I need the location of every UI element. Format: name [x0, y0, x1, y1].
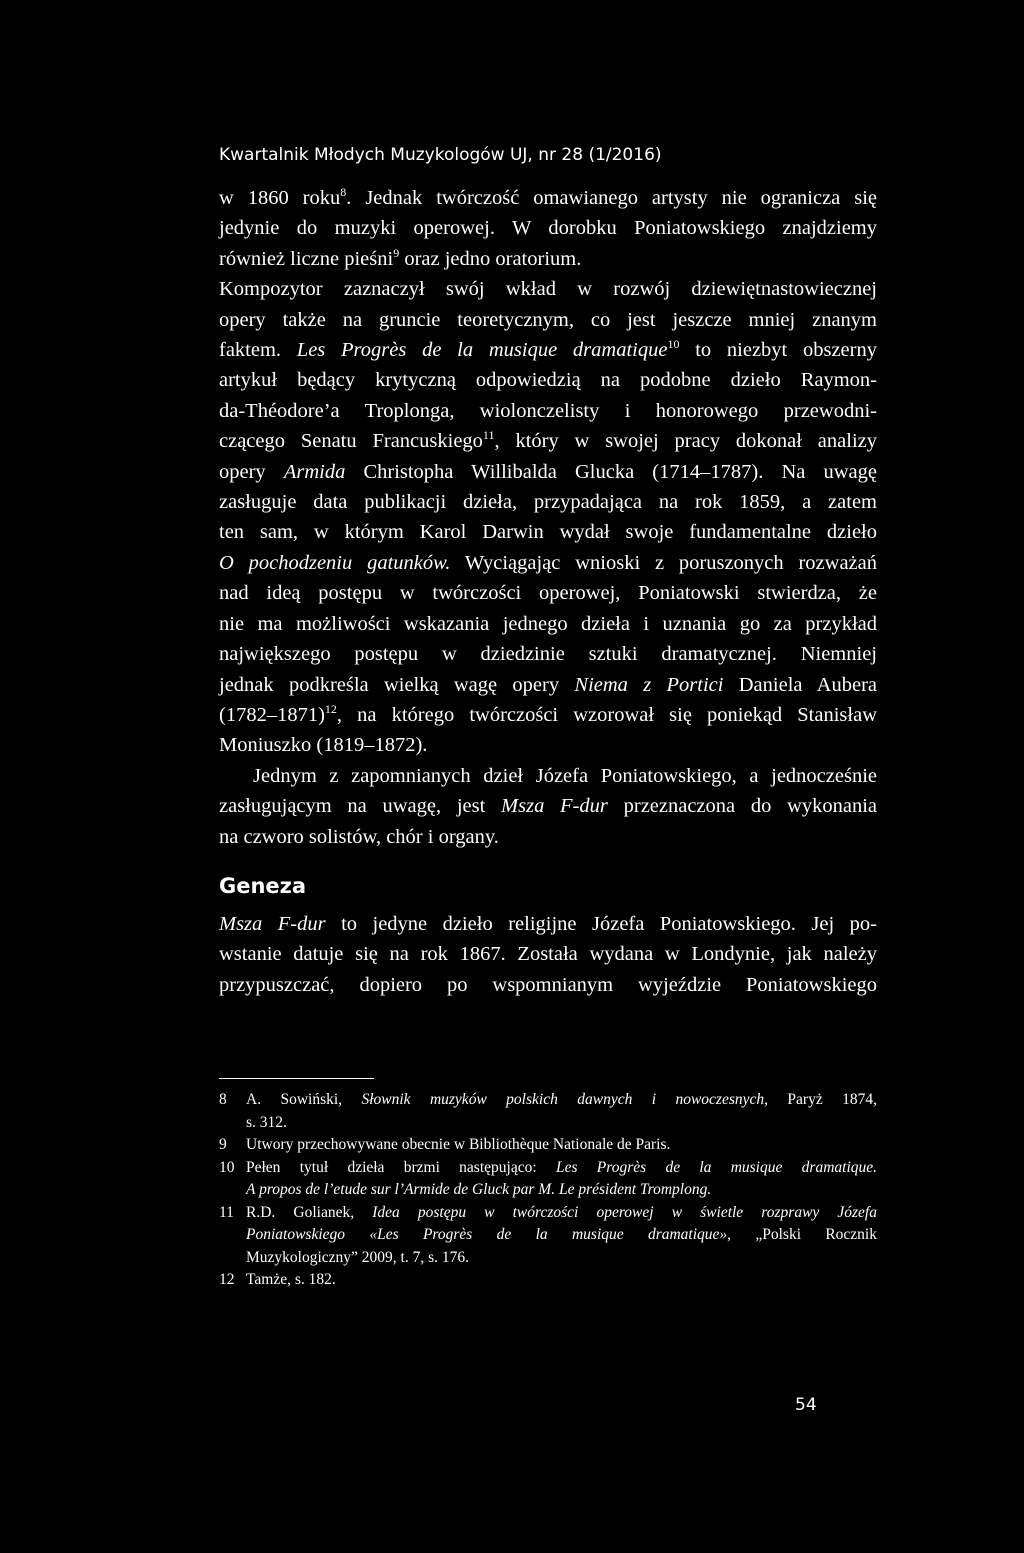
text-run: , „Polski Rocznik — [727, 1226, 877, 1243]
italic-title: Msza F-dur — [219, 913, 326, 935]
text-line: nad ideą postępu w twórczości operowej, Poniatowski stwierdza, że — [219, 582, 877, 605]
footnote-ref-11: 11 — [482, 428, 495, 443]
footnote-line: Muzykologiczny” 2009, t. 7, s. 176. — [246, 1248, 470, 1266]
footnote-line — [246, 1089, 877, 1112]
footnote-number: 8 — [219, 1091, 227, 1108]
italic-title: Słownik muzyków polskich dawnych i nowoczesnych — [361, 1091, 765, 1108]
footnote-line — [246, 1179, 877, 1202]
footnote-text — [246, 1134, 877, 1157]
footnote-10 — [219, 1157, 877, 1202]
footnote-12 — [219, 1269, 877, 1292]
text-line: na czworo solistów, chór i organy. — [219, 825, 499, 848]
paragraph-3 — [219, 909, 877, 1000]
text-line — [219, 183, 877, 213]
text-line — [219, 548, 877, 578]
text-line: opery także na gruncie teoretycznym, co jest jeszcze mniej znanym — [219, 308, 877, 331]
footnote-number: 12 — [219, 1271, 235, 1288]
text-line: ten sam, w którym Karol Darwin wydał swoje fundamentalne dzieło — [219, 521, 877, 544]
paragraph-2 — [219, 761, 877, 852]
text-line — [219, 791, 877, 821]
text-line — [219, 761, 877, 791]
text-run: Jednym z zapomnianych dzieł Józefa Poniatowskiego, a jednocześnie — [253, 764, 877, 787]
text-run: , na którego twórczości wzorował się poniekąd Stanisław — [336, 703, 877, 726]
paragraph-1 — [219, 183, 877, 761]
footnote-ref-10: 10 — [667, 337, 680, 352]
text-line: wstanie datuje się na rok 1867. Została wydana w Londynie, jak należy — [219, 943, 877, 966]
text-line: artykuł będący krytyczną odpowiedzią na podobne dzieło Raymon- — [219, 369, 877, 392]
text-line: największego postępu w dziedzinie sztuki dramatycznej. Niemniej — [219, 643, 877, 666]
text-line: da-Théodore’a Troplonga, wiolonczelisty i honorowego przewodni- — [219, 399, 877, 422]
footnote-line — [246, 1224, 877, 1247]
footnote-8 — [219, 1089, 877, 1134]
italic-title: Poniatowskiego «Les Progrès de la musique dramatique» — [246, 1226, 728, 1243]
italic-title: Armida — [283, 460, 346, 483]
text-line — [219, 909, 877, 939]
text-run: oraz jedno oratorium. — [399, 247, 582, 270]
footnote-number: 10 — [219, 1158, 235, 1176]
footnotes — [219, 1089, 877, 1292]
text-run: Wyciągając wnioski z poruszonych rozważań — [450, 551, 878, 574]
footnote-text — [246, 1202, 877, 1270]
footnote-number: 11 — [219, 1203, 234, 1221]
text-line — [219, 244, 877, 274]
text-run: (1782–1871) — [219, 703, 325, 726]
body-text — [219, 183, 877, 852]
text-line: przypuszczać, dopiero po wspomnianym wyjeździe Poniatowskiego — [219, 973, 877, 996]
text-run: opery — [219, 460, 284, 483]
text-run: , Paryż 1874, — [764, 1091, 877, 1108]
italic-title: Les Progrès de la musique dramatique. — [555, 1158, 878, 1176]
text-run: Christopha Willibalda Glucka (1714–1787). Na uwagę — [345, 460, 877, 483]
italic-title: A propos de l’etude sur l’Armide de Gluck par M. Le président Tromplong. — [246, 1181, 712, 1198]
footnote-line: Utwory przechowywane obecnie w Bibliothèque Nationale de Paris. — [246, 1136, 671, 1153]
text-run: jednak podkreśla wielką wagę opery — [219, 673, 575, 696]
footnote-line — [246, 1157, 877, 1180]
italic-title: O pochodzeniu gatunków. — [219, 551, 451, 574]
text-run: czącego Senatu Francuskiego — [219, 430, 483, 453]
text-line — [219, 670, 877, 700]
text-line: Kompozytor zaznaczył swój wkład w rozwój dziewiętnastowiecznej — [219, 278, 877, 301]
section-heading: Geneza — [219, 874, 307, 898]
text-run: to jedyne dzieło religijne Józefa Poniatowskiego. Jej po- — [325, 913, 877, 935]
footnote-line: s. 312. — [246, 1113, 287, 1131]
text-line — [219, 335, 877, 365]
text-run: R.D. Golianek, — [246, 1203, 373, 1221]
italic-title: Msza F-dur — [501, 795, 608, 818]
footnote-text — [246, 1157, 877, 1202]
text-run: to niezbyt obszerny — [679, 339, 877, 362]
footnote-ref-8: 8 — [340, 185, 347, 199]
footnote-divider — [219, 1078, 374, 1079]
text-run: również liczne pieśni — [219, 247, 394, 270]
footnote-text — [246, 1269, 877, 1292]
footnote-line: Tamże, s. 182. — [246, 1271, 336, 1288]
text-line: zasługuje data publikacji dzieła, przypadająca na rok 1859, a zatem — [219, 491, 877, 514]
page-number: 54 — [795, 1395, 817, 1415]
footnote-11 — [219, 1202, 877, 1270]
text-run: , który w swojej pracy dokonał analizy — [494, 430, 877, 453]
text-run: faktem. — [219, 339, 297, 362]
footnote-line — [246, 1202, 877, 1225]
text-line — [219, 426, 877, 456]
text-run: Daniela Aubera — [723, 673, 877, 696]
body-text-section — [219, 909, 877, 1000]
text-run: . Jednak twórczość omawianego artysty nie ogranicza się — [346, 187, 877, 209]
footnote-ref-12: 12 — [324, 701, 337, 716]
running-head: Kwartalnik Młodych Muzykologów UJ, nr 28 (1/2016) — [219, 145, 662, 165]
text-run: A. Sowiński, — [246, 1091, 362, 1108]
text-run: Pełen tytuł dzieła brzmi następująco: — [246, 1158, 556, 1176]
text-run: w 1860 roku — [219, 187, 341, 209]
text-run: przeznaczona do wykonania — [607, 795, 878, 818]
footnote-ref-9: 9 — [393, 245, 400, 260]
text-line — [219, 457, 877, 487]
italic-title: Idea postępu w twórczości operowej w świetle rozprawy Józefa — [372, 1203, 877, 1221]
text-line — [219, 700, 877, 730]
footnote-text — [246, 1089, 877, 1134]
text-line: jedynie do muzyki operowej. W dorobku Poniatowskiego znajdziemy — [219, 217, 877, 240]
footnote-number: 9 — [219, 1136, 227, 1153]
text-line: Moniuszko (1819–1872). — [219, 734, 428, 757]
text-run: zasługującym na uwagę, jest — [219, 795, 502, 818]
text-line: nie ma możliwości wskazania jednego dzieła i uznania go za przykład — [219, 612, 877, 635]
italic-title: Niema z Portici — [574, 673, 724, 696]
italic-title: Les Progrès de la musique dramatique — [296, 339, 668, 362]
footnote-9 — [219, 1134, 877, 1157]
